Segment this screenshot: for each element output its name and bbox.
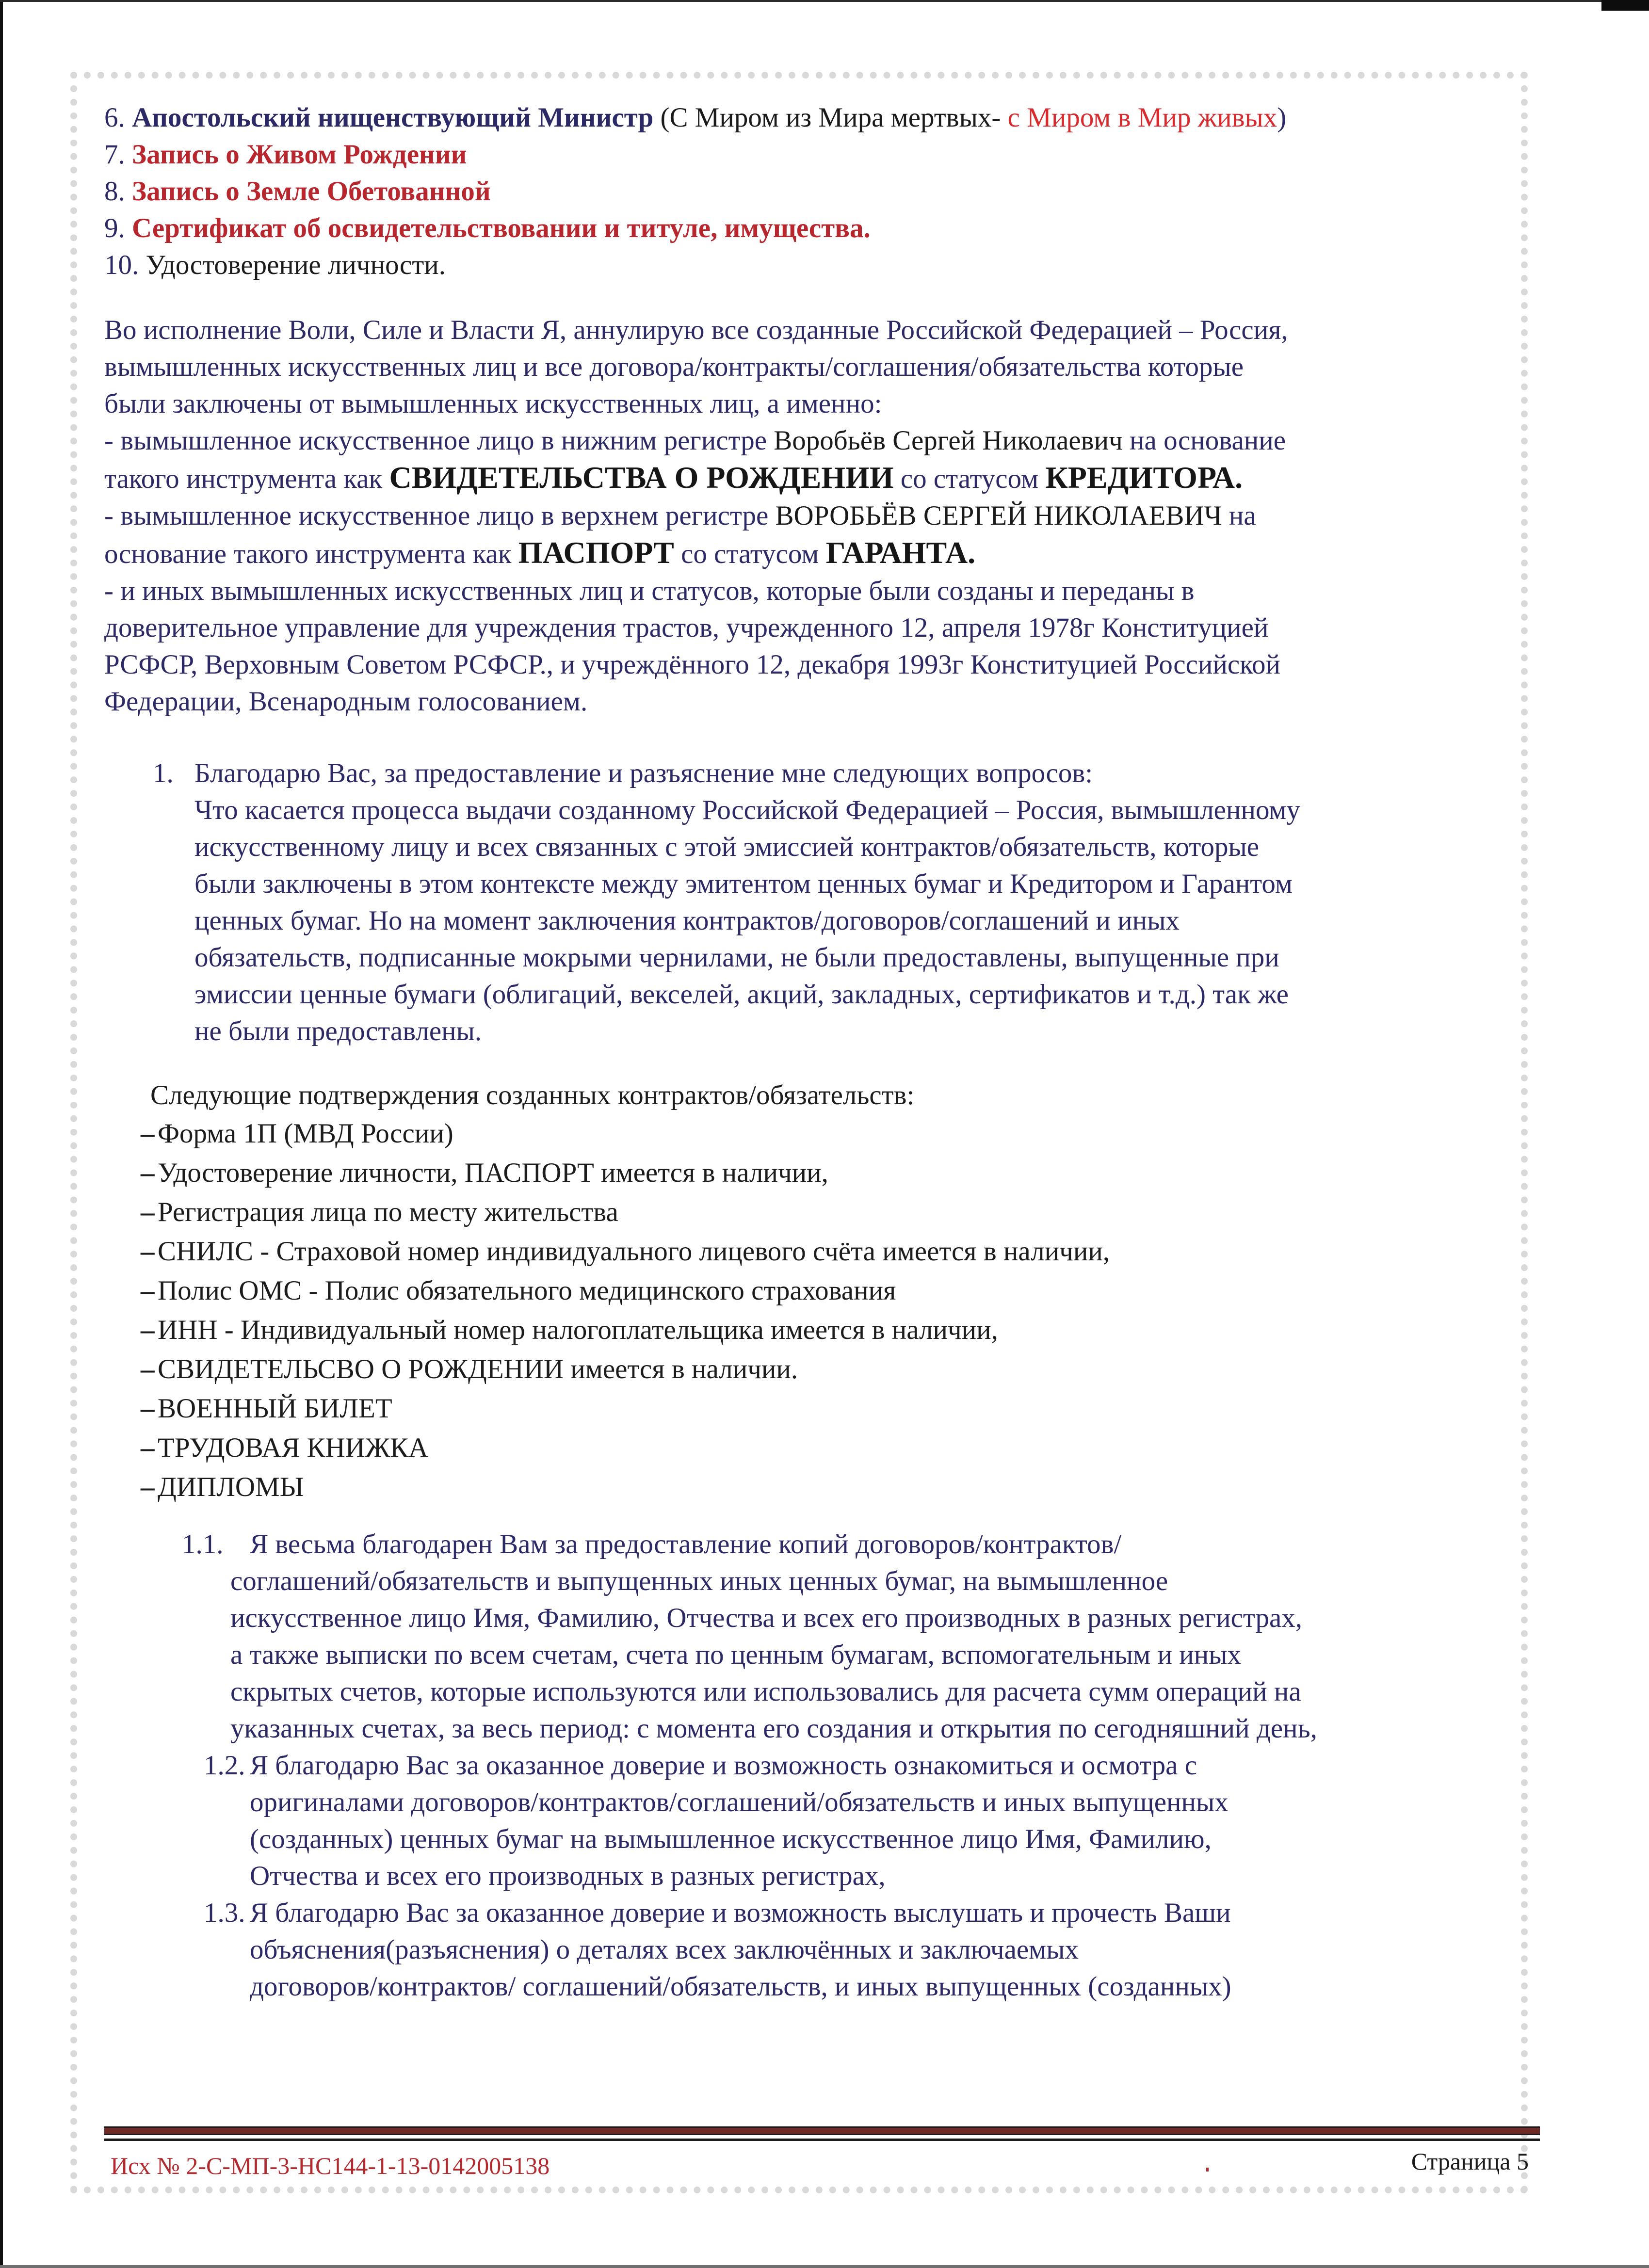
scan-edge-right xyxy=(1601,0,1649,11)
subitem-1-2: 1.2. Я благодарю Вас за оказанное доверие и возможность ознакомиться и осмотра с оригиналами договоров/контрактов/соглашений/обязательств и иных выпущенных (созданных) ценных бумаг на вымышленное искусственное лицо Имя, Фамилию, Отчества и всех его производных в разных регистрах, xyxy=(204,1750,1229,1891)
scan-edge-left xyxy=(0,0,3,2268)
list-item: – СВИДЕТЕЛЬСВО О РОЖДЕНИИ имеется в наличии. xyxy=(141,1353,798,1384)
confirmations-section: Следующие подтверждения созданных контрактов/обязательств: – Форма 1П (МВД России) – Удостоверение личности, ПАСПОРТ имеется в наличии, – Регистрация лица по месту жительства – СНИЛС - Страховой номер индивидуального лицевого счёта имеется в наличии, – Полис ОМС - Полис обязательного медицинского страхования – ИНН - Индивидуальный номер налогоплательщика имеется в наличии, – СВИДЕТЕЛЬСВО О РОЖДЕНИИ имеется в наличии. – ВОЕННЫЙ БИЛЕТ – ТРУДОВАЯ КНИЖКА – ДИПЛОМЫ xyxy=(104,1077,1511,1507)
list-item: – Форма 1П (МВД России) xyxy=(141,1118,453,1149)
list-item: – ДИПЛОМЫ xyxy=(141,1471,304,1502)
list-item-7: 7. Запись о Живом Рождении xyxy=(104,139,467,170)
list-item-6: 6. Апостольский нищенствующий Министр (С Миром из Мира мертвых- с Миром в Мир живых) xyxy=(104,102,1287,133)
lower-register-person: - вымышленное искусственное лицо в нижним регистре Воробьёв Сергей Николаевич на основание xyxy=(104,425,1286,456)
list-item: – Удостоверение личности, ПАСПОРТ имеется в наличии, xyxy=(141,1157,828,1188)
instrument-name: СВИДЕТЕЛЬСТВА О РОЖДЕНИИ xyxy=(389,460,894,495)
subitem-1-3: 1.3. Я благодарю Вас за оказанное доверие и возможность выслушать и прочесть Ваши объяснения(разъяснения) о деталях всех заключённых и заключаемых договоров/контрактов/ соглашений/обязательств, и иных выпущенных (созданных) xyxy=(204,1898,1231,2002)
scan-edge-bottom xyxy=(0,2265,1649,2268)
list-item-8: 8. Запись о Земле Обетованной xyxy=(104,176,491,207)
list-item-9: 9. Сертификат об освидетельствовании и титуле, имущества. xyxy=(104,213,871,243)
page-number: Страница 5 xyxy=(1411,2148,1529,2175)
list-item: – ВОЕННЫЙ БИЛЕТ xyxy=(141,1393,392,1424)
person-name: ВОРОБЬЁВ СЕРГЕЙ НИКОЛАЕВИЧ xyxy=(775,500,1222,531)
item-title: Запись о Земле Обетованной xyxy=(132,176,491,207)
footer-rule xyxy=(104,2126,1540,2141)
list-item: – Регистрация лица по месту жительства xyxy=(141,1196,618,1227)
question-1: 1. Благодарю Вас, за предоставление и разъяснение мне следующих вопросов: Что касается процесса выдачи созданному Российской Федерацией – Россия, вымышленному искусственному лицу и всех связанных с этой эмиссией контрактов/обязательств, которые были заключены в этом контексте между эмитентом ценных бумаг и Кредитором и Гарантом ценных бумаг. Но на момент заключения контрактов/договоров/соглашений и иных обязательств, подписанные мокрыми чернилами, не были предоставлены, выпущенные при эмиссии ценные бумаги (облигаций, векселей, акций, закладных, сертификатов и т.д.) так же не были предоставлены. xyxy=(153,758,1300,1046)
upper-register-person: - вымышленное искусственное лицо в верхнем регистре ВОРОБЬЁВ СЕРГЕЙ НИКОЛАЕВИЧ на xyxy=(104,500,1256,531)
list-item: – ИНН - Индивидуальный номер налогоплательщика имеется в наличии, xyxy=(141,1314,998,1345)
page-content xyxy=(104,99,1511,2005)
subitem-1-1: 1.1. Я весьма благодарен Вам за предоставление копий договоров/контрактов/ соглашений/обязательств и выпущенных иных ценных бумаг, на вымышленное искусственное лицо Имя, Фамилию, Отчества и всех его производных в разных регистрах, а также выписки по всем счетам, счета по ценным бумагам, вспомогательным и иных скрытых счетов, которые используются или использовались для расчета сумм операций на указанных счетах, за весь период: с момента его создания и открытия по сегодняшний день, xyxy=(182,1529,1317,1744)
item-title: Сертификат об освидетельствовании и титуле, имущества. xyxy=(132,213,871,243)
person-name: Воробьёв Сергей Николаевич xyxy=(774,425,1123,456)
confirmations-list xyxy=(104,1114,1511,1507)
annulment-paragraph: Во исполнение Воли, Силе и Власти Я, аннулирую все созданные Российской Федерацией – Россия, вымышленных искусственных лиц и все договора/контракты/соглашения/обязательства которые были заключены от вымышленных искусственных лиц, а именно: - вымышленное искусственное лицо в нижним регистре Воробьёв Сергей Николаевич на основание такого инструмента как СВИДЕТЕЛЬСТВА О РОЖДЕНИИ со статусом КРЕДИТОРА. - вымышленное искусственное лицо в верхнем регистре ВОРОБЬЁВ СЕРГЕЙ НИКОЛАЕВИЧ на основание такого инструмента как ПАСПОРТ со статусом ГАРАНТА. - и иных вымышленных искусственных лиц и статусов, которые были созданы и переданы в доверительное управление для учреждения трастов, учрежденного 12, апреля 1978г Конституцией РСФСР, Верховным Советом РСФСР., и учреждённого 12, декабря 1993г Конституцией Российской Федерации, Всенародным голосованием. xyxy=(104,312,1511,720)
instrument-name: ПАСПОРТ xyxy=(518,535,674,570)
status-name: ГАРАНТА. xyxy=(825,535,976,570)
status-name: КРЕДИТОРА. xyxy=(1045,460,1243,495)
item-title: Запись о Живом Рождении xyxy=(132,139,467,170)
list-item: – Полис ОМС - Полис обязательного медицинского страхования xyxy=(141,1275,896,1306)
subitems xyxy=(104,1526,1511,2005)
footer-reference-number: Исх № 2-С-МП-3-НС144-1-13-0142005138 xyxy=(111,2152,550,2179)
list-item: – ТРУДОВАЯ КНИЖКА xyxy=(141,1432,429,1463)
item-title: Удостоверение личности. xyxy=(146,250,446,280)
list-item-10: 10. Удостоверение личности. xyxy=(104,250,446,280)
footer-mark xyxy=(1206,2168,1209,2171)
item-title: Апостольский нищенствующий Министр xyxy=(132,102,654,133)
list-item: – СНИЛС - Страховой номер индивидуального лицевого счёта имеется в наличии, xyxy=(141,1236,1110,1267)
numbered-list xyxy=(104,99,1511,284)
scan-edge-top xyxy=(0,0,1601,2)
